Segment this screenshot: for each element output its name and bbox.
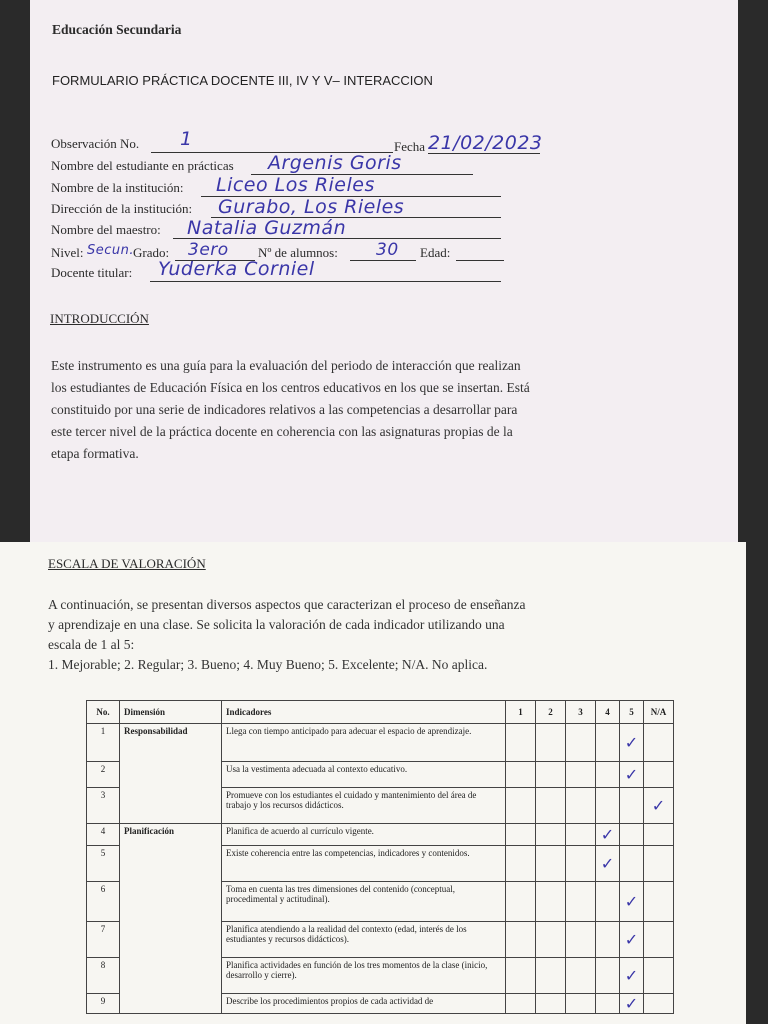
evaluation-table: [86, 700, 674, 1014]
row-indicador: Llega con tiempo anticipado para adecuar el espacio de aprendizaje.: [222, 724, 506, 762]
rating-cell-1[interactable]: [506, 958, 536, 994]
rating-cell-3[interactable]: [566, 846, 596, 882]
form-page-1: [30, 0, 738, 542]
rating-cell-5[interactable]: [620, 824, 644, 846]
row-number: 9: [87, 994, 120, 1014]
check-mark-icon: ✓: [651, 796, 666, 815]
edad-line: [456, 260, 504, 261]
rating-cell-na[interactable]: [644, 724, 674, 762]
check-mark-icon: ✓: [600, 854, 615, 873]
header-rating-na: N/A: [644, 701, 674, 724]
row-indicador: Planifica atendiendo a la realidad del contexto (edad, interés de los estudiantes y recursos didácticos).: [222, 922, 506, 958]
rating-cell-3[interactable]: [566, 824, 596, 846]
rating-cell-2[interactable]: [536, 958, 566, 994]
nivel-label: Nivel:: [51, 245, 84, 260]
rating-cell-1[interactable]: [506, 994, 536, 1014]
rating-cell-2[interactable]: [536, 922, 566, 958]
intro-line: constituido por una serie de indicadores relativos a las competencias a desarrollar para: [51, 402, 518, 417]
rating-cell-2[interactable]: [536, 846, 566, 882]
rating-cell-1[interactable]: [506, 762, 536, 788]
row-number: 5: [87, 846, 120, 882]
rating-cell-5[interactable]: [620, 724, 644, 762]
rating-cell-5[interactable]: [620, 958, 644, 994]
fecha-label: Fecha: [394, 139, 426, 154]
fecha-value: 21/02/2023: [428, 132, 543, 154]
rating-cell-3[interactable]: [566, 882, 596, 922]
rating-cell-4[interactable]: [596, 958, 620, 994]
rating-cell-na[interactable]: [644, 882, 674, 922]
rating-cell-4[interactable]: [596, 724, 620, 762]
row-number: 4: [87, 824, 120, 846]
check-mark-icon: ✓: [600, 825, 615, 844]
rating-cell-na[interactable]: [644, 762, 674, 788]
direccion-label: Dirección de la institución:: [51, 201, 193, 216]
grado-label: Grado:: [133, 245, 170, 260]
docente-line: [150, 281, 501, 282]
check-mark-icon: ✓: [624, 765, 639, 784]
row-indicador: Promueve con los estudiantes el cuidado y mantenimiento del área de trabajo y los recursos didácticos.: [222, 788, 506, 824]
row-number: 7: [87, 922, 120, 958]
header-indicadores: Indicadores: [222, 701, 506, 724]
intro-line: etapa formativa.: [51, 446, 139, 461]
intro-line: este tercer nivel de la práctica docente en coherencia con las asignaturas propias de la: [51, 424, 513, 439]
row-number: 3: [87, 788, 120, 824]
table-row: [87, 824, 674, 846]
scale-heading: ESCALA DE VALORACIÓN: [48, 556, 206, 571]
rating-cell-3[interactable]: [566, 922, 596, 958]
header-rating-3: 3: [566, 701, 596, 724]
rating-cell-2[interactable]: [536, 788, 566, 824]
rating-cell-5[interactable]: [620, 846, 644, 882]
rating-cell-4[interactable]: [596, 824, 620, 846]
institucion-label: Nombre de la institución:: [51, 180, 184, 195]
row-number: 2: [87, 762, 120, 788]
rating-cell-3[interactable]: [566, 958, 596, 994]
row-dimension: Responsabilidad: [120, 724, 222, 824]
check-mark-icon: ✓: [624, 994, 639, 1013]
header-rating-5: 5: [620, 701, 644, 724]
rating-cell-na[interactable]: [644, 824, 674, 846]
row-indicador: Planifica actividades en función de los tres momentos de la clase (inicio, desarrollo y cierre).: [222, 958, 506, 994]
rating-cell-3[interactable]: [566, 724, 596, 762]
maestro-value: Natalia Guzmán: [187, 217, 347, 239]
row-indicador: Toma en cuenta las tres dimensiones del contenido (conceptual, procedimental y actitudinal).: [222, 882, 506, 922]
rating-cell-2[interactable]: [536, 762, 566, 788]
scale-line: 1. Mejorable; 2. Regular; 3. Bueno; 4. Muy Bueno; 5. Excelente; N/A. No aplica.: [48, 657, 488, 672]
row-number: 1: [87, 724, 120, 762]
rating-cell-1[interactable]: [506, 846, 536, 882]
alumnos-label: Nº de alumnos:: [258, 245, 338, 260]
rating-cell-1[interactable]: [506, 788, 536, 824]
rating-cell-2[interactable]: [536, 724, 566, 762]
docente-label: Docente titular:: [51, 265, 133, 280]
institucion-value: Liceo Los Rieles: [216, 174, 375, 196]
rating-cell-na[interactable]: [644, 788, 674, 824]
header-rating-2: 2: [536, 701, 566, 724]
maestro-label: Nombre del maestro:: [51, 222, 161, 237]
rating-cell-4[interactable]: [596, 788, 620, 824]
row-indicador: Usa la vestimenta adecuada al contexto educativo.: [222, 762, 506, 788]
rating-cell-2[interactable]: [536, 824, 566, 846]
rating-cell-na[interactable]: [644, 846, 674, 882]
table-header-row: [87, 701, 674, 724]
header-rating-4: 4: [596, 701, 620, 724]
scale-line: escala de 1 al 5:: [48, 637, 135, 652]
form-page-2: [0, 542, 746, 1024]
estudiante-value: Argenis Goris: [268, 152, 402, 174]
row-indicador: Existe coherencia entre las competencias, indicadores y contenidos.: [222, 846, 506, 882]
rating-cell-1[interactable]: [506, 724, 536, 762]
header-rating-1: 1: [506, 701, 536, 724]
school-level-heading: Educación Secundaria: [52, 22, 182, 37]
observacion-value: 1: [180, 128, 193, 150]
rating-cell-4[interactable]: [596, 846, 620, 882]
rating-cell-5[interactable]: [620, 882, 644, 922]
intro-line: los estudiantes de Educación Física en los centros educativos en los que se insertan. Está: [51, 380, 530, 395]
scale-line: y aprendizaje en una clase. Se solicita la valoración de cada indicador utilizando una: [48, 617, 505, 632]
rating-cell-1[interactable]: [506, 882, 536, 922]
direccion-value: Gurabo, Los Rieles: [218, 196, 405, 218]
rating-cell-na[interactable]: [644, 922, 674, 958]
row-indicador: Planifica de acuerdo al currículo vigente.: [222, 824, 506, 846]
form-title: FORMULARIO PRÁCTICA DOCENTE III, IV Y V– INTERACCION: [52, 73, 433, 88]
scale-line: A continuación, se presentan diversos aspectos que caracterizan el proceso de enseñanza: [48, 597, 526, 612]
row-indicador: Describe los procedimientos propios de cada actividad de: [222, 994, 506, 1014]
row-dimension: Planificación: [120, 824, 222, 1014]
row-number: 6: [87, 882, 120, 922]
rating-cell-na[interactable]: [644, 958, 674, 994]
table-row: [87, 724, 674, 762]
rating-cell-4[interactable]: [596, 922, 620, 958]
edad-label: Edad:: [420, 245, 451, 260]
header-no: No.: [87, 701, 120, 724]
estudiante-label: Nombre del estudiante en prácticas: [51, 158, 234, 173]
observacion-label: Observación No.: [51, 136, 140, 151]
rating-cell-4[interactable]: [596, 994, 620, 1014]
check-mark-icon: ✓: [624, 733, 639, 752]
header-dimension: Dimensión: [120, 701, 222, 724]
rating-cell-1[interactable]: [506, 824, 536, 846]
rating-cell-5[interactable]: [620, 762, 644, 788]
rating-cell-5[interactable]: [620, 922, 644, 958]
check-mark-icon: ✓: [624, 966, 639, 985]
grado-value: 3ero: [188, 240, 229, 260]
nivel-value: Secun.: [87, 243, 135, 258]
rating-cell-3[interactable]: [566, 994, 596, 1014]
rating-cell-1[interactable]: [506, 922, 536, 958]
rating-cell-3[interactable]: [566, 788, 596, 824]
rating-cell-4[interactable]: [596, 762, 620, 788]
rating-cell-na[interactable]: [644, 994, 674, 1014]
rating-cell-5[interactable]: [620, 788, 644, 824]
check-mark-icon: ✓: [624, 892, 639, 911]
rating-cell-2[interactable]: [536, 882, 566, 922]
rating-cell-5[interactable]: [620, 994, 644, 1014]
rating-cell-2[interactable]: [536, 994, 566, 1014]
rating-cell-3[interactable]: [566, 762, 596, 788]
check-mark-icon: ✓: [624, 930, 639, 949]
intro-heading: INTRODUCCIÓN: [50, 311, 149, 326]
rating-cell-4[interactable]: [596, 882, 620, 922]
docente-value: Yuderka Corniel: [158, 258, 315, 280]
row-number: 8: [87, 958, 120, 994]
alumnos-value: 30: [376, 240, 399, 260]
intro-line: Este instrumento es una guía para la evaluación del periodo de interacción que realizan: [51, 358, 521, 373]
alumnos-line: [350, 260, 416, 261]
